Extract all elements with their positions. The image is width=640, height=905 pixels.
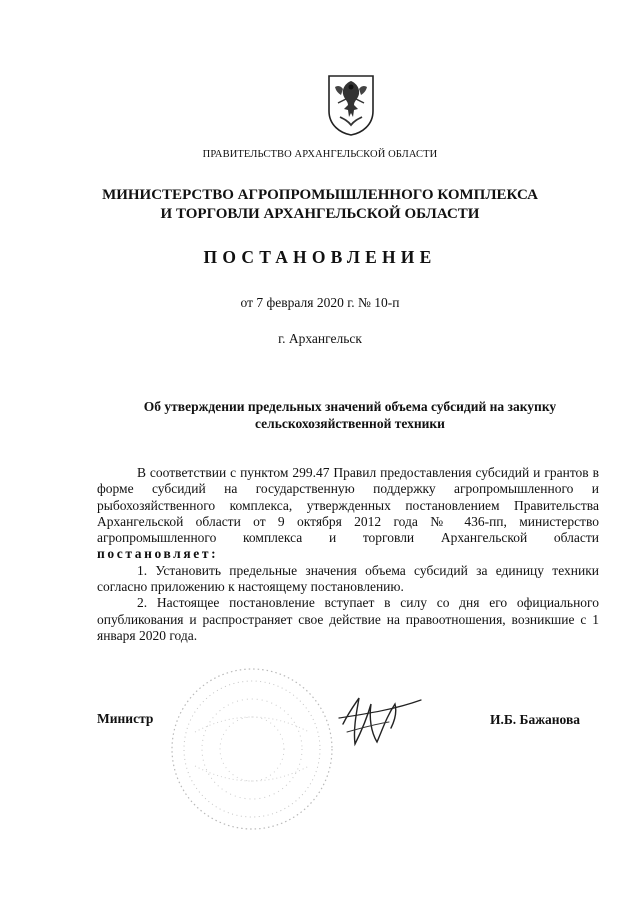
body-paragraph-1 xyxy=(97,465,599,563)
document-type: ПОСТАНОВЛЕНИЕ xyxy=(203,247,437,267)
signature-icon xyxy=(335,688,425,750)
coat-of-arms-icon xyxy=(326,73,376,137)
document-body xyxy=(97,465,599,644)
ministry-name-line1: МИНИСТЕРСТВО АГРОПРОМЫШЛЕННОГО КОМПЛЕКСА xyxy=(102,187,538,203)
ministry-name-line2: И ТОРГОВЛИ АРХАНГЕЛЬСКОЙ ОБЛАСТИ xyxy=(160,206,480,222)
government-name: ПРАВИТЕЛЬСТВО АРХАНГЕЛЬСКОЙ ОБЛАСТИ xyxy=(202,149,438,160)
subject-line2: сельскохозяйственной техники xyxy=(255,416,445,431)
body-paragraph-2: 1. Установить предельные значения объема субсидий за единицу техники согласно приложению к настоящему постановлению. xyxy=(97,562,599,595)
document-city: г. Архангельск xyxy=(278,331,362,346)
document-date-number: от 7 февраля 2020 г. № 10-п xyxy=(240,295,400,310)
subject-line1: Об утверждении предельных значений объема субсидий на закупку xyxy=(143,399,557,414)
signatory-name: И.Б. Бажанова xyxy=(490,712,580,727)
body-paragraph-1-emphasis: постановляет: xyxy=(97,546,219,562)
seal-stamp-icon xyxy=(165,662,340,837)
body-paragraph-3: 2. Настоящее постановление вступает в силу со дня его официального опубликования и распространяет свое действие на правоотношения, возникшие с 1 января 2020 года. xyxy=(97,595,599,643)
document-subject xyxy=(105,398,595,432)
body-paragraph-1-text: В соответствии с пунктом 299.47 Правил предоставления субсидий и грантов в форме субсидий на государственную поддержку агропромышленного и рыбохозяйственного комплекса, утвержденных постановлением Правительства Архангельской области от 9 октября 2012 года № 436-пп, министерство агропромышленного комплекса и торговли Архангельской области xyxy=(97,465,599,546)
ministry-name xyxy=(0,186,640,224)
signatory-title: Министр xyxy=(97,711,154,726)
